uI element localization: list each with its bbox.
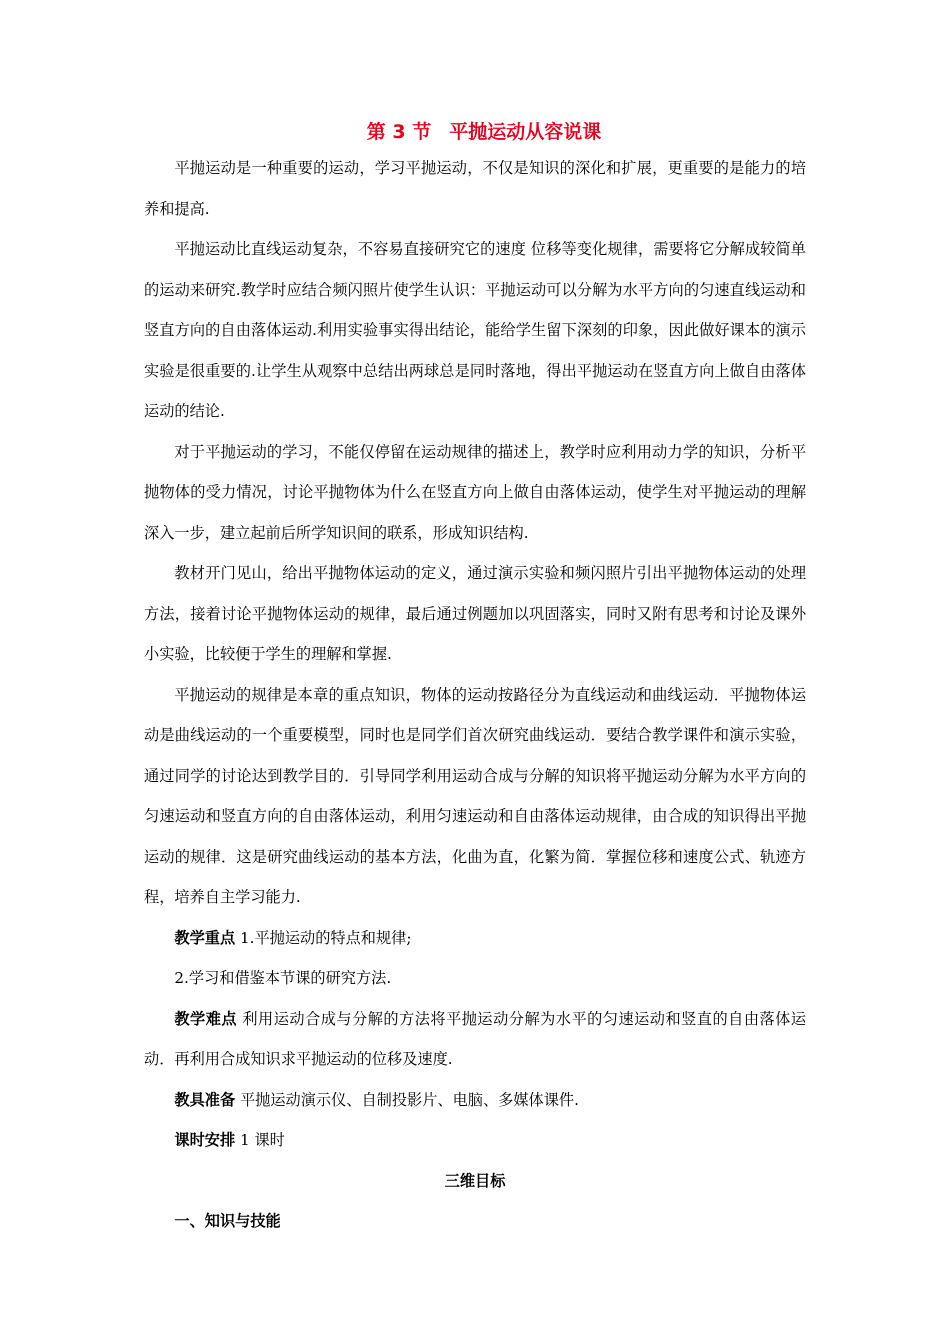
paragraph-rules: 平抛运动的规律是本章的重点知识，物体的运动按路径分为直线运动和曲线运动．平抛物体运动是曲线运动的一个重要模型，同时也是同学们首次研究曲线运动．要结合教学课件和演示实验，通过同学的讨论达到教学目的．引导同学利用运动合成与分解的知识将平抛运动分解为水平方向的匀速运动和竖直方向的自由落体运动，利用匀速运动和自由落体运动规律，由合成的知识得出平抛运动的规律．这是研究曲线运动的基本方法，化曲为直，化繁为简．掌握位移和速度公式、轨迹方程，培养自主学习能力. xyxy=(144,685,806,906)
key-points-label: 教学重点 xyxy=(174,928,236,947)
paragraph-textbook: 教材开门见山，给出平抛物体运动的定义，通过演示实验和频闪照片引出平抛物体运动的处理方法，接着讨论平抛物体运动的规律，最后通过例题加以巩固落实，同时又附有思考和讨论及课外小实验，比较便于学生的理解和掌握. xyxy=(144,564,806,663)
title-section-number: 第 3 节 xyxy=(366,121,432,143)
key-points-line-1 xyxy=(144,918,806,959)
key-points-item-1: 1.平抛运动的特点和规律; xyxy=(235,928,412,947)
section-one-heading: 一、知识与技能 xyxy=(174,1212,281,1230)
tools-paragraph xyxy=(144,1080,806,1121)
document-page xyxy=(144,118,806,1242)
tools-text: 平抛运动演示仪、自制投影片、电脑、多媒体课件. xyxy=(235,1090,579,1109)
difficulty-paragraph xyxy=(144,999,806,1080)
document-title xyxy=(144,118,806,146)
objectives-heading: 三维目标 xyxy=(444,1171,506,1190)
paragraph-dynamics: 对于平抛运动的学习，不能仅停留在运动规律的描述上，教学时应利用动力学的知识，分析平抛物体的受力情况，讨论平抛物体为什么在竖直方向上做自由落体运动，使学生对平抛运动的理解深入一步，建立起前后所学知识间的联系，形成知识结构. xyxy=(144,442,806,542)
schedule-paragraph xyxy=(144,1120,806,1161)
difficulty-text: 利用运动合成与分解的方法将平抛运动分解为水平的匀速运动和竖直的自由落体运动．再利用合成知识求平抛运动的位移及速度. xyxy=(144,1009,807,1068)
tools-label: 教具准备 xyxy=(174,1090,236,1109)
difficulty-label: 教学难点 xyxy=(174,1009,238,1028)
title-name: 平抛运动从容说课 xyxy=(449,121,602,143)
schedule-text: 1 课时 xyxy=(235,1131,285,1149)
paragraph-intro: 平抛运动是一种重要的运动，学习平抛运动，不仅是知识的深化和扩展，更重要的是能力的培养和提高. xyxy=(144,159,806,218)
paragraph-decomposition: 平抛运动比直线运动复杂，不容易直接研究它的速度 位移等变化规律，需要将它分解成较简单的运动来研究.教学时应结合频闪照片使学生认识：平抛运动可以分解为水平方向的匀速直线运动和竖直方向的自由落体运动.利用实验事实得出结论，能给学生留下深刻的印象，因此做好课本的演示实验是很重要的.让学生从观察中总结出两球总是同时落地，得出平抛运动在竖直方向上做自由落体运动的结论. xyxy=(144,240,806,420)
key-points-item-2: 2.学习和借鉴本节课的研究方法. xyxy=(174,969,392,987)
schedule-label: 课时安排 xyxy=(174,1131,236,1149)
